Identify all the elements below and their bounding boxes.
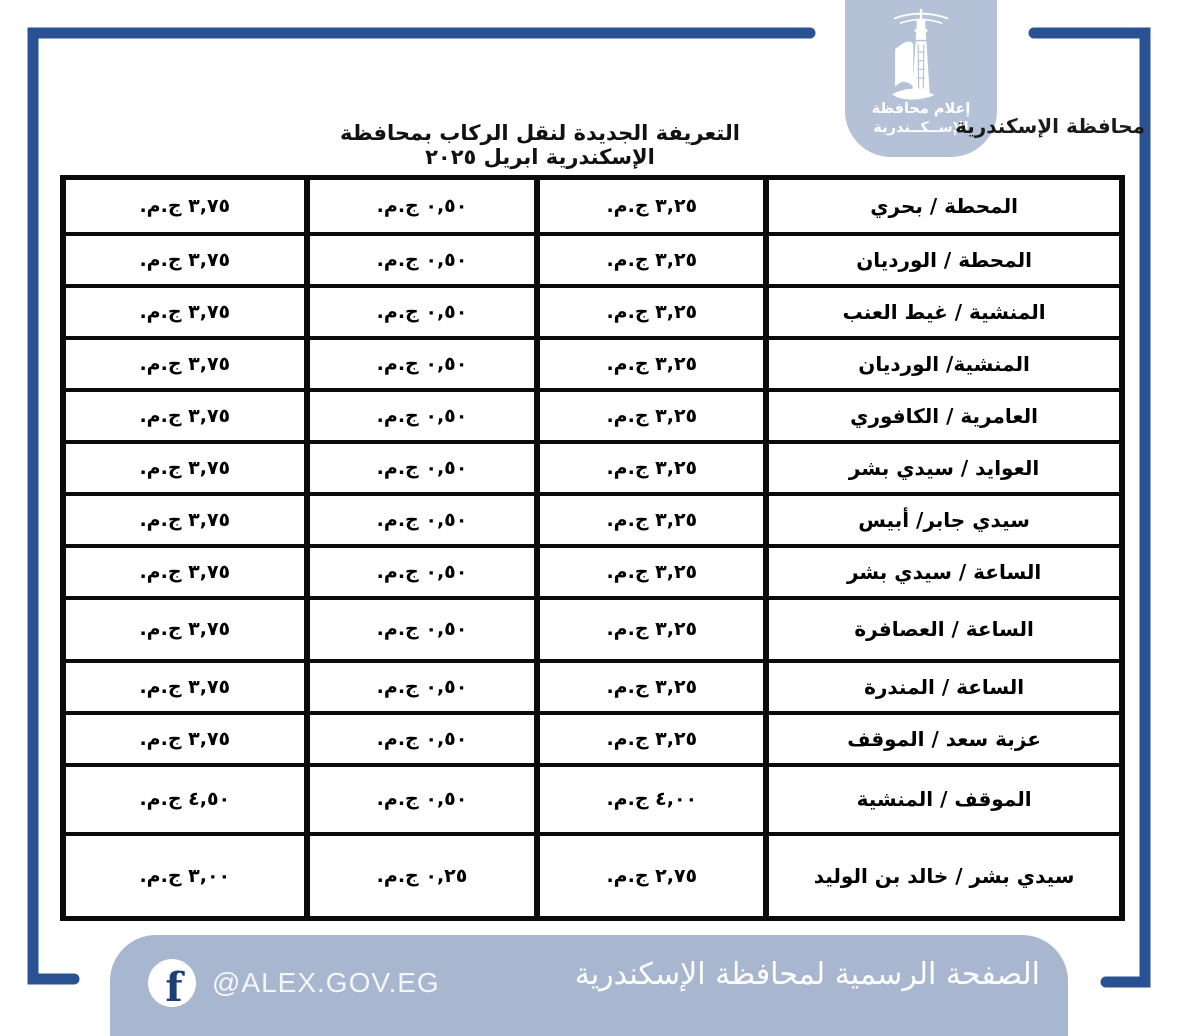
fare-cell-c: ٣,٧٥ ج.م. — [63, 390, 307, 442]
table-row — [63, 661, 1122, 713]
fare-cell-b: ٠,٥٠ ج.م. — [307, 546, 538, 598]
fare-cell-a: ٣,٢٥ ج.م. — [537, 338, 766, 390]
fare-cell-a: ٣,٢٥ ج.م. — [537, 390, 766, 442]
route-cell: سيدي بشر / خالد بن الوليد — [766, 834, 1122, 919]
fare-cell-a: ٣,٢٥ ج.م. — [537, 661, 766, 713]
fare-cell-c: ٣,٧٥ ج.م. — [63, 546, 307, 598]
fare-cell-b: ٠,٥٠ ج.م. — [307, 598, 538, 661]
route-cell: الساعة / المندرة — [766, 661, 1122, 713]
fare-cell-c: ٣,٧٥ ج.م. — [63, 178, 307, 234]
fare-cell-c: ٣,٧٥ ج.م. — [63, 442, 307, 494]
fare-table-body — [63, 178, 1122, 919]
table-row — [63, 834, 1122, 919]
table-row — [63, 338, 1122, 390]
route-cell: الساعة / سيدي بشر — [766, 546, 1122, 598]
fare-cell-a: ٤,٠٠ ج.م. — [537, 765, 766, 834]
route-cell: سيدي جابر/ أبيس — [766, 494, 1122, 546]
governorate-label: محافظة الإسكندرية — [955, 114, 1145, 138]
fare-cell-b: ٠,٥٠ ج.م. — [307, 713, 538, 765]
table-row — [63, 713, 1122, 765]
fare-cell-b: ٠,٥٠ ج.م. — [307, 390, 538, 442]
fare-table — [60, 175, 1125, 921]
route-cell: المحطة / الورديان — [766, 234, 1122, 286]
fare-cell-b: ٠,٥٠ ج.م. — [307, 178, 538, 234]
fare-cell-c: ٣,٧٥ ج.م. — [63, 494, 307, 546]
fare-cell-b: ٠,٢٥ ج.م. — [307, 834, 538, 919]
route-cell: المنشية/ الورديان — [766, 338, 1122, 390]
table-row — [63, 234, 1122, 286]
route-cell: العامرية / الكافوري — [766, 390, 1122, 442]
table-row — [63, 390, 1122, 442]
route-cell: المنشية / غيط العنب — [766, 286, 1122, 338]
fare-cell-a: ٢,٧٥ ج.م. — [537, 834, 766, 919]
logo-text-line1: إعلام محافظة — [871, 101, 971, 117]
page-title: التعريفة الجديدة لنقل الركاب بمحافظة الإسكندرية ابريل ٢٠٢٥ — [340, 121, 740, 169]
fare-cell-a: ٣,٢٥ ج.م. — [537, 442, 766, 494]
route-cell: العوايد / سيدي بشر — [766, 442, 1122, 494]
fare-cell-b: ٠,٥٠ ج.م. — [307, 286, 538, 338]
fare-cell-b: ٠,٥٠ ج.م. — [307, 234, 538, 286]
lighthouse-icon — [873, 6, 969, 102]
fare-cell-b: ٠,٥٠ ج.م. — [307, 494, 538, 546]
table-row — [63, 546, 1122, 598]
fare-cell-c: ٣,٧٥ ج.م. — [63, 286, 307, 338]
fare-cell-c: ٣,٧٥ ج.م. — [63, 713, 307, 765]
fare-cell-a: ٣,٢٥ ج.م. — [537, 178, 766, 234]
fare-cell-c: ٣,٧٥ ج.م. — [63, 661, 307, 713]
table-row — [63, 494, 1122, 546]
fare-cell-b: ٠,٥٠ ج.م. — [307, 338, 538, 390]
route-cell: الساعة / العصافرة — [766, 598, 1122, 661]
fare-cell-c: ٣,٧٥ ج.م. — [63, 338, 307, 390]
fare-cell-b: ٠,٥٠ ج.م. — [307, 442, 538, 494]
route-cell: عزبة سعد / الموقف — [766, 713, 1122, 765]
fare-cell-b: ٠,٥٠ ج.م. — [307, 765, 538, 834]
footer-page-label: الصفحة الرسمية لمحافظة الإسكندرية — [574, 957, 1040, 992]
footer-bar — [110, 935, 1068, 1036]
logo-text-line2: الإســكــندرية — [873, 119, 969, 136]
facebook-handle[interactable]: @ALEX.GOV.EG — [212, 967, 440, 998]
table-row — [63, 442, 1122, 494]
facebook-icon[interactable]: f — [148, 959, 196, 1007]
fare-cell-a: ٣,٢٥ ج.م. — [537, 713, 766, 765]
fare-cell-c: ٣,٠٠ ج.م. — [63, 834, 307, 919]
fare-cell-a: ٣,٢٥ ج.م. — [537, 286, 766, 338]
fare-cell-a: ٣,٢٥ ج.م. — [537, 546, 766, 598]
fare-cell-b: ٠,٥٠ ج.م. — [307, 661, 538, 713]
fare-cell-c: ٤,٥٠ ج.م. — [63, 765, 307, 834]
table-row — [63, 286, 1122, 338]
fare-cell-c: ٣,٧٥ ج.م. — [63, 234, 307, 286]
facebook-link[interactable] — [148, 959, 440, 1007]
fare-cell-c: ٣,٧٥ ج.م. — [63, 598, 307, 661]
fare-cell-a: ٣,٢٥ ج.م. — [537, 234, 766, 286]
table-row — [63, 598, 1122, 661]
fare-cell-a: ٣,٢٥ ج.م. — [537, 494, 766, 546]
route-cell: المحطة / بحري — [766, 178, 1122, 234]
route-cell: الموقف / المنشية — [766, 765, 1122, 834]
table-row — [63, 765, 1122, 834]
fare-cell-a: ٣,٢٥ ج.م. — [537, 598, 766, 661]
table-row — [63, 178, 1122, 234]
